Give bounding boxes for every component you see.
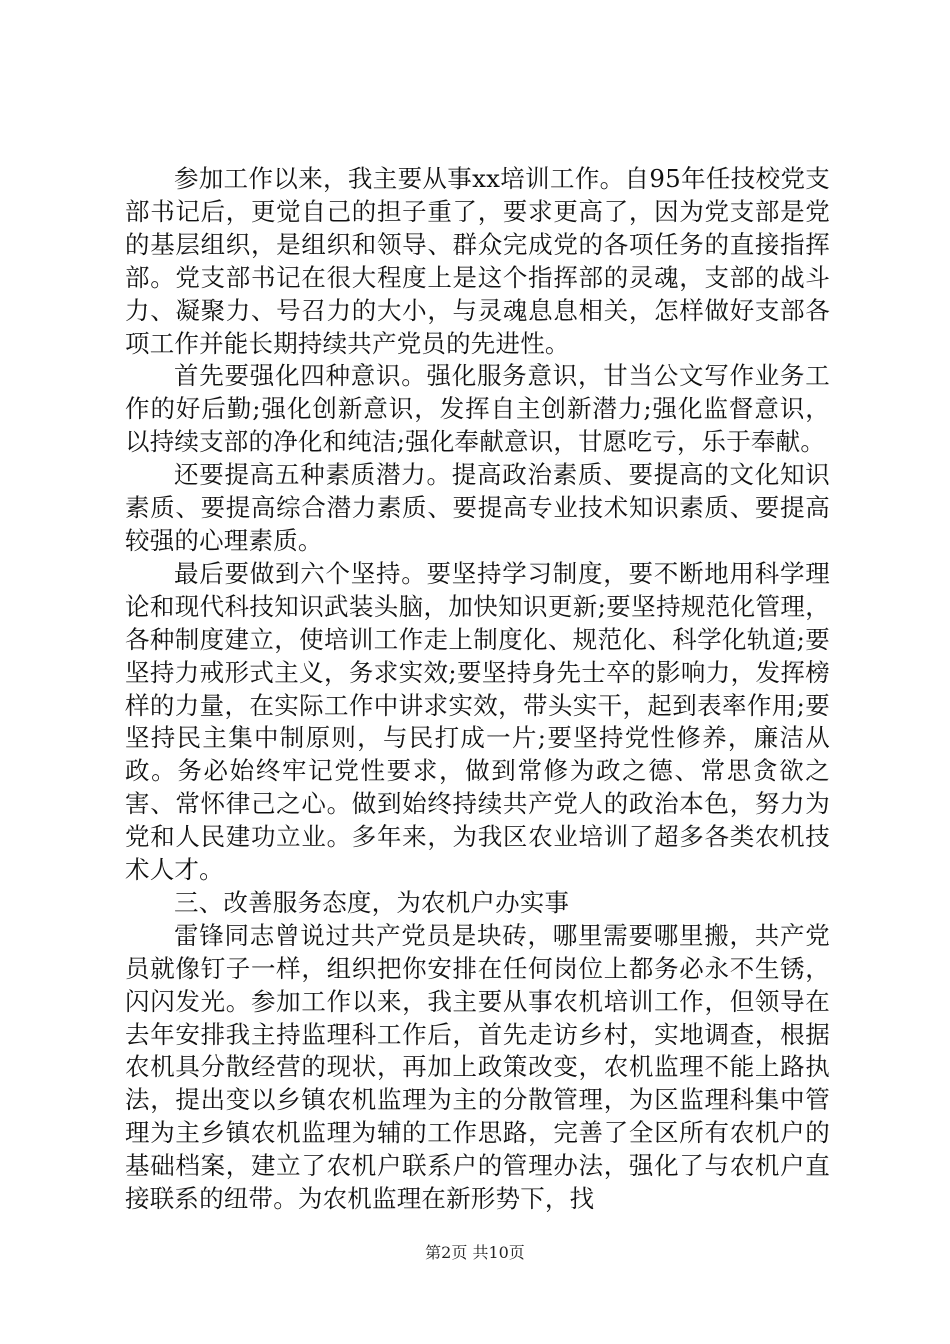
paragraph-2: 首先要强化四种意识。强化服务意识，甘当公文写作业务工作的好后勤;强化创新意识，发挥自主创新潜力;强化监督意识，以持续支部的净化和纯洁;强化奉献意识，甘愿吃亏，乐于奉献。 [125,361,830,457]
page-footer: 第2页 共10页 [425,1243,525,1262]
paragraph-5: 雷锋同志曾说过共产党员是块砖，哪里需要哪里搬，共产党员就像钉子一样，组织把你安排在任何岗位上都务必永不生锈，闪闪发光。参加工作以来，我主要从事农机培训工作，但领导在去年安排我主持监理科工作后，首先走访乡村，实地调查，根据农机具分散经营的现状，再加上政策改变，农机监理不能上路执法，提出变以乡镇农机监理为主的分散管理，为区监理科集中管理为主乡镇农机监理为辅的工作思路，完善了全区所有农机户的基础档案，建立了农机户联系户的管理办法，强化了与农机户直接联系的纽带。为农机监理在新形势下，找 [125,920,830,1214]
paragraph-1: 参加工作以来，我主要从事xx培训工作。自95年任技校党支部书记后，更觉自己的担子重了，要求更高了，因为党支部是党的基层组织，是组织和领导、群众完成党的各项任务的直接指挥部。党支部书记在很大程度上是这个指挥部的灵魂，支部的战斗力、凝聚力、号召力的大小，与灵魂息息相关，怎样做好支部各项工作并能长期持续共产党员的先进性。 [125,164,830,358]
paragraph-4: 最后要做到六个坚持。要坚持学习制度，要不断地用科学理论和现代科技知识武装头脑，加快知识更新;要坚持规范化管理，各种制度建立，使培训工作走上制度化、规范化、科学化轨道;要坚持力戒形式主义，务求实效;要坚持身先士卒的影响力，发挥榜样的力量，在实际工作中讲求实效，带头实干，起到表率作用;要坚持民主集中制原则，与民打成一片;要坚持党性修养，廉洁从政。务必始终牢记党性要求，做到常修为政之德、常思贪欲之害、常怀律己之心。做到始终持续共产党人的政治本色，努力为党和人民建功立业。多年来，为我区农业培训了超多各类农机技术人才。 [125,558,830,885]
section-heading: 三、改善服务态度，为农机户办实事 [174,887,570,917]
document-body [125,163,830,1216]
paragraph-3: 还要提高五种素质潜力。提高政治素质、要提高的文化知识素质、要提高综合潜力素质、要提高专业技术知识素质、要提高较强的心理素质。 [125,460,830,555]
